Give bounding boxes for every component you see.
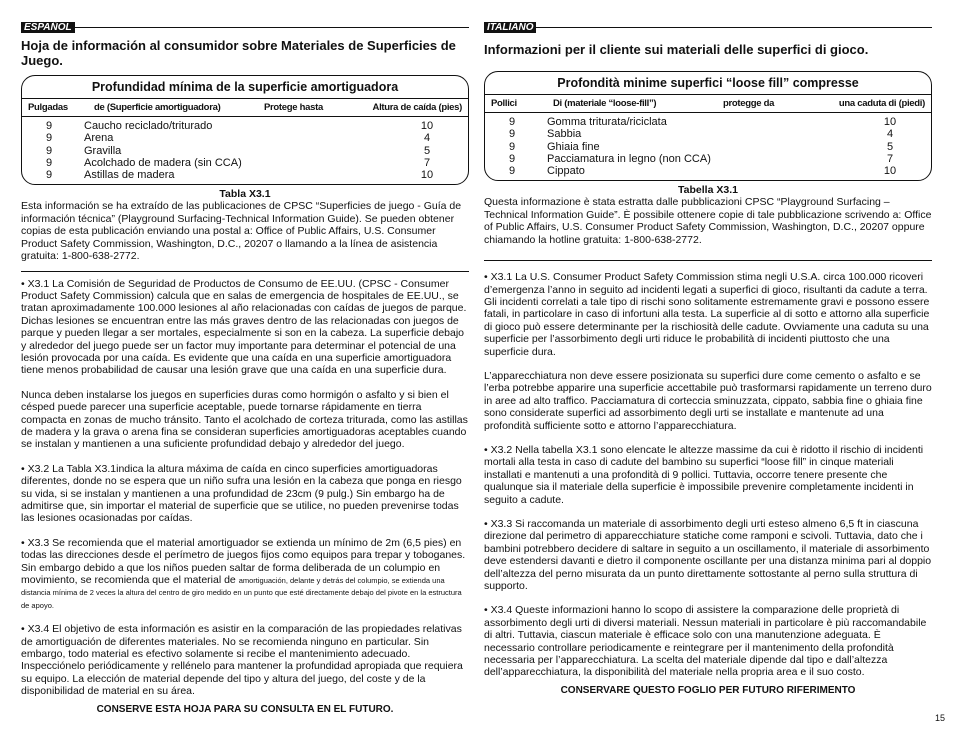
paragraph: • X3.4 El objetivo de esta información es asistir en la comparación de las propiedades relativas de amortiguación de diferentes materiales. No se recomienda ninguno en particular. Sin embargo, todo material es efectivo solamente si recibe el mantenimiento adecuado. Inspecciónelo periódicamente y rellénelo para mantener la profundidad apropiada que requiera su equipo. La elección de material depende del tipo y altura del juego, del coste y de la disponibilidad de material en su área. (21, 623, 463, 698)
table-row (28, 145, 462, 157)
column-header: Di (materiale “loose-fill”) (553, 98, 657, 109)
table-title: Profondità minime superfici “loose fill” compresse (485, 72, 931, 95)
height-cell: 4 (886, 128, 894, 141)
depth-cell: 9 (508, 165, 516, 178)
table-row (491, 116, 925, 128)
spanish-column (21, 22, 469, 715)
material-cell: Pacciamatura in legno (non CCA) (547, 152, 711, 165)
divider (21, 271, 469, 272)
material-cell: Gomma triturata/riciclata (547, 116, 667, 128)
table-header-row (22, 99, 468, 117)
table-caption: Tabla X3.1 (219, 188, 271, 201)
table-row (28, 157, 462, 169)
language-tag: ITALIANO (484, 22, 536, 33)
column-header: Protege hasta (264, 102, 323, 113)
height-cell: 7 (423, 156, 431, 169)
height-cell: 10 (420, 120, 434, 132)
height-cell: 5 (886, 140, 894, 153)
table-row (491, 165, 925, 177)
footer-note: CONSERVE ESTA HOJA PARA SU CONSULTA EN EL FUTURO. (96, 703, 394, 715)
height-cell: 7 (886, 152, 894, 165)
height-cell: 10 (883, 116, 897, 128)
depth-cell: 9 (45, 144, 53, 157)
paragraph: • X3.1 La Comisión de Seguridad de Productos de Consumo de EE.UU. (CPSC - Consumer Product Safety Commission) calcula que en salas de emergencia de hospitales de EE.UU., se tratan aproximadamente 100.000 lesiones al año relacionadas con caídas de juegos de parque. Dichas lesiones se encuentran entre las más graves dentro de las relacionadas con juegos de parque y pueden llegar a ser mortales, especialmente si son en la cabeza. La superficie debajo y alrededor del juego puede ser un factor muy importante para determinar el potencial de una lesión provocada por una caída. Es evidente que una caída en una superficie amortiguadora tiene menos probabilidad de causar una lesión grave que una caída en una superficie dura. (21, 277, 467, 377)
depth-cell: 9 (508, 116, 516, 128)
source-note: Esta información se ha extraído de las publicaciones de CPSC “Superficies de juego - Guía de información técnica” (Playground Surfacing-Technical Information Guide). Se pueden obtener copias de esta publicación enviando una postal a: Office of Public Affairs, U.S. Consumer Product Safety Commission, Washington, D.C., 20207 o llamando a la línea de asistencia gratuita: 1-800-638-2772. (21, 200, 462, 263)
depth-cell: 9 (508, 140, 516, 153)
depth-cell: 9 (508, 128, 516, 141)
material-cell: Caucho reciclado/triturado (84, 120, 213, 132)
table-row (491, 153, 925, 165)
height-cell: 5 (423, 144, 431, 157)
paragraph-small-text: amortiguación, delante y detrás del columpio, se extienda una distancia mínima de 2 veces la altura del centro de giro medido en un punto que esté directamente debajo del pivote en la estructura de apoyo. (21, 576, 462, 610)
material-cell: Gravilla (84, 144, 122, 157)
page-title: Informazioni per il cliente sui materiali delle superfici di gioco. (484, 42, 869, 57)
language-tag: ESPAÑOL (21, 22, 75, 33)
header-rule (75, 27, 469, 28)
header-rule (536, 27, 932, 28)
material-cell: Astillas de madera (84, 169, 175, 182)
column-header: Altura de caída (pies) (372, 102, 462, 113)
table-caption: Tabella X3.1 (678, 184, 738, 197)
depth-cell: 9 (45, 120, 53, 132)
paragraph: Nunca deben instalarse los juegos en superficies duras como hormigón o asfalto y si bien el césped puede parecer una superficie aceptable, puede tornarse rápidamente en tierra compacta en zonas de mucho tránsito. Tanto el acolchado de corteza triturada, como las astillas de madera y la grava o arena fina se consideran superficies amortiguadoras aceptables cuando se instalan y mantienen a una suficiente profundidad debajo y alrededor del juego. (21, 388, 468, 451)
paragraph: • X3.4 Queste informazioni hanno lo scopo di assistere la comparazione delle proprietà di assorbimento degli urti di diversi materiali. Nessun materiali in particolare è più raccomandabile di altri. Tuttavia, ciascun materiale è efficace solo con una manutenzione adeguata. È necessario controllare periodicamente e reintegrare per il mantenimento della profondità necessaria per l’apparecchiatura. La scelta del materiale dipende dal tipo e dall’altezza dell’apparecchiatura, la disponibilità del materiale nella propria area e il suo costo. (484, 604, 927, 679)
table-row (28, 120, 462, 132)
paragraph: • X3.2 Nella tabella X3.1 sono elencate le altezze massime da cui è ridotto il rischio di incidenti mortali alla testa in caso di cadute del bambino su superfici “loose fill” in cinque materiali installati e mantenuti a una profondità di 9 pollici. Tuttavia, occorre tenere presente che qualunque sia il materiale della superficie è impossibile prevenire completamente incidenti in seguito a cadute. (484, 443, 924, 506)
table-row (491, 128, 925, 140)
material-cell: Arena (84, 132, 114, 145)
column-header: una caduta di (piedi) (838, 98, 925, 109)
column-header: Pollici (491, 98, 517, 109)
depth-cell: 9 (45, 169, 53, 182)
divider (484, 260, 932, 261)
paragraph: • X3.2 La Tabla X3.1indica la altura máxima de caída en cinco superficies amortiguadoras diferentes, donde no se espera que un niño sufra una lesión en la cabeza que ponga en riesgo su vida, si se instalan y mantienen a una profundidad de 23cm (9 pulg.) Sin embargo ha de admitirse que, sin importar el material de superficie que se utilice, no pueden prevenirse todas las lesiones ocasionadas por caídas. (21, 462, 462, 525)
material-cell: Cippato (547, 165, 585, 178)
height-cell: 4 (423, 132, 431, 145)
depth-table (21, 75, 469, 185)
table-row (491, 141, 925, 153)
paragraph (21, 537, 469, 611)
table-header-row (485, 95, 931, 113)
table-title: Profundidad mínima de la superficie amortiguadora (22, 76, 468, 99)
material-cell: Sabbia (547, 128, 582, 141)
footer-note: CONSERVARE QUESTO FOGLIO PER FUTURO RIFERIMENTO (560, 684, 856, 696)
depth-table (484, 71, 932, 181)
depth-cell: 9 (508, 152, 516, 165)
material-cell: Acolchado de madera (sin CCA) (84, 156, 242, 169)
source-note: Questa informazione è stata estratta dalle pubblicazioni CPSC “Playground Surfacing – Technical Information Guide”. È possibile ottenere copie di tale pubblicazione scrivendo a: Office of Public Affairs, U.S. Consumer Product Safety Commission, Washington, D.C., 20207 oppure chiamando la hotline gratuita: 1-800-638-2772. (484, 196, 932, 246)
page-title: Hoja de información al consumidor sobre Materiales de Superficies de Juego. (21, 38, 456, 68)
table-row (28, 169, 462, 181)
table-row (28, 132, 462, 144)
language-header (484, 22, 932, 33)
height-cell: 10 (883, 165, 897, 178)
column-header: protegge da (723, 98, 775, 109)
depth-cell: 9 (45, 156, 53, 169)
table-body (485, 113, 931, 177)
material-cell: Ghiaia fine (547, 140, 600, 153)
paragraph: • X3.3 Si raccomanda un materiale di assorbimento degli urti esteso almeno 6,5 ft in ciascuna direzione dal perimetro di apparecchiature statiche come ramponi e scivoli. Tuttavia, dato che i bambini potrebbero decidere di saltare in seguito a un oscillamento, il materiale di assorbimento deve estendersi davanti e dietro il componente oscillante per una distanza minima pari al doppio dell’altezza del perno misurata da un punto direttamente sottostante al perno sulla struttura di supporto. (484, 518, 932, 593)
language-header (21, 22, 469, 33)
table-body (22, 117, 468, 181)
depth-cell: 9 (45, 132, 53, 145)
paragraph: L’apparecchiatura non deve essere posizionata su superfici dure come cemento o asfalto e se l’erba potrebbe apparire una superficie accettabile può trasformarsi rapidamente un terreno duro in aree ad alto traffico. Pacciamatura di corteccia sminuzzata, cippato, sabbia fine o ghiaia fine sono considerate superfici ad assorbimento degli urti se installate e mantenute ad una profondità sufficiente sotto e attorno l’apparecchiatura. (484, 369, 932, 432)
page-number: 15 (935, 713, 946, 723)
paragraph-text: • X3.3 Se recomienda que el material amortiguador se extienda un mínimo de 2m (6,5 pies) en todas las direcciones desde el perímetro de juegos fijos como equipos para trepar y toboganes. Sin embargo debido a que los niños pueden saltar de forma deliberada de un columpio en movimiento, se recomienda que el material de (21, 536, 466, 587)
column-header: de (Superficie amortiguadora) (94, 102, 221, 113)
height-cell: 10 (420, 169, 434, 182)
paragraph: • X3.1 La U.S. Consumer Product Safety Commission stima negli U.S.A. circa 100.000 ricoveri d’emergenza l’anno in seguito ad incidenti legati a superfici di gioco, risultanti da cadute a terra. Gli incidenti correlati a tale tipo di rischi sono solitamente estremamente gravi e possono essere fatali, in particolare in caso di infortuni alla testa. La superficie al di sotto e attorno alla superficie di gioco può essere determinante per la rischiosità delle cadute. Ovviamente una caduta su una superficie per l’assorbimento degli urti riduce le probabilità di incidenti piuttosto che una superficie dura. (484, 271, 930, 358)
column-header: Pulgadas (28, 102, 68, 113)
italian-column (484, 22, 932, 696)
